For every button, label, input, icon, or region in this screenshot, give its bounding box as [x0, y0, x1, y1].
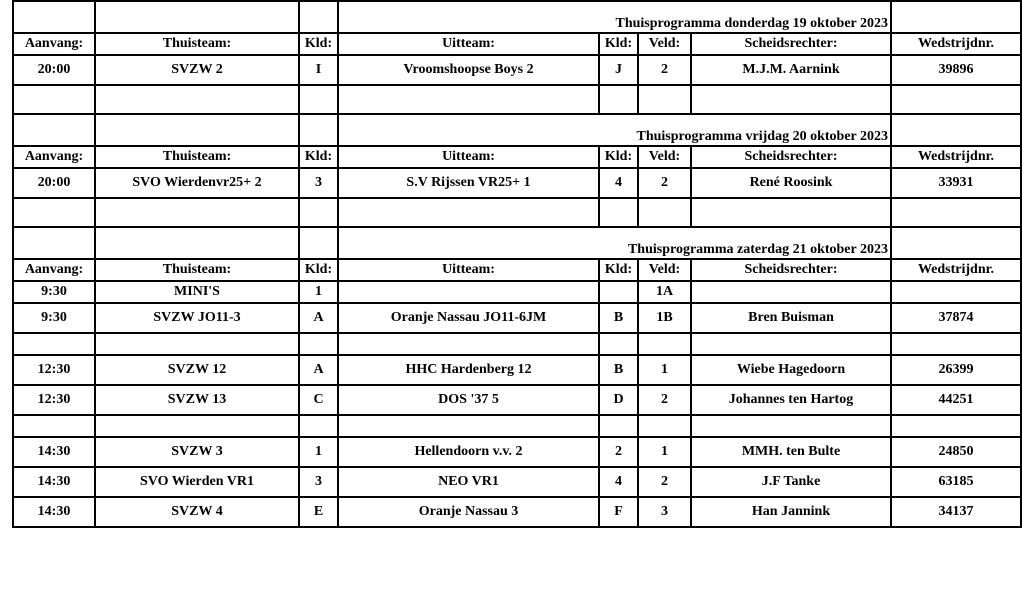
cell-match-no — [891, 281, 1021, 303]
cell-time: 12:30 — [13, 355, 95, 385]
spacer-row — [13, 198, 1021, 227]
cell-referee — [691, 281, 891, 303]
cell-veld: 2 — [638, 168, 691, 198]
cell-away: Oranje Nassau 3 — [338, 497, 599, 527]
cell-time: 14:30 — [13, 497, 95, 527]
cell-kld-home: 1 — [299, 281, 338, 303]
col-scheidsrechter: Scheidsrechter: — [691, 146, 891, 168]
day-title-row — [13, 227, 1021, 259]
cell-kld-away: B — [599, 355, 638, 385]
cell-home: SVO Wierden VR1 — [95, 467, 299, 497]
cell-time: 20:00 — [13, 168, 95, 198]
cell-referee: Bren Buisman — [691, 303, 891, 333]
cell-kld-home: E — [299, 497, 338, 527]
cell-time: 20:00 — [13, 55, 95, 85]
cell-referee: René Roosink — [691, 168, 891, 198]
cell-veld: 1A — [638, 281, 691, 303]
col-uitteam: Uitteam: — [338, 259, 599, 281]
table-row — [13, 303, 1021, 333]
spacer-row — [13, 333, 1021, 355]
header-row — [13, 146, 1021, 168]
cell-veld: 1B — [638, 303, 691, 333]
cell-referee: Johannes ten Hartog — [691, 385, 891, 415]
day-title-cell — [338, 1, 891, 33]
cell-kld-home: A — [299, 355, 338, 385]
cell-veld: 2 — [638, 385, 691, 415]
day-title-cell — [338, 114, 891, 146]
col-aanvang: Aanvang: — [13, 33, 95, 55]
schedule-sheet — [12, 0, 1020, 528]
col-kld-home: Kld: — [299, 146, 338, 168]
col-kld-home: Kld: — [299, 259, 338, 281]
col-aanvang: Aanvang: — [13, 259, 95, 281]
cell-home: SVZW 4 — [95, 497, 299, 527]
spacer-row — [13, 415, 1021, 437]
cell-veld: 2 — [638, 55, 691, 85]
cell-home: SVZW 3 — [95, 437, 299, 467]
cell-away — [338, 281, 599, 303]
col-kld-home: Kld: — [299, 33, 338, 55]
col-veld: Veld: — [638, 33, 691, 55]
cell-time: 9:30 — [13, 281, 95, 303]
cell-veld: 1 — [638, 437, 691, 467]
col-wedstrijdnr: Wedstrijdnr. — [891, 259, 1021, 281]
schedule-table — [12, 0, 1022, 528]
day-title-row — [13, 114, 1021, 146]
cell-kld-away: J — [599, 55, 638, 85]
cell-kld-away: 2 — [599, 437, 638, 467]
cell-kld-away: 4 — [599, 168, 638, 198]
cell-time: 12:30 — [13, 385, 95, 415]
cell-time: 14:30 — [13, 437, 95, 467]
cell-match-no: 26399 — [891, 355, 1021, 385]
cell-kld-home: 3 — [299, 168, 338, 198]
col-uitteam: Uitteam: — [338, 33, 599, 55]
table-row — [13, 437, 1021, 467]
day-title-cell — [338, 227, 891, 259]
cell-kld-away — [599, 281, 638, 303]
table-row — [13, 467, 1021, 497]
cell-referee: Wiebe Hagedoorn — [691, 355, 891, 385]
cell-kld-away: D — [599, 385, 638, 415]
cell-home: SVZW 12 — [95, 355, 299, 385]
cell-away: NEO VR1 — [338, 467, 599, 497]
day-title: Thuisprogramma vrijdag 20 oktober 2023 — [636, 129, 888, 144]
col-wedstrijdnr: Wedstrijdnr. — [891, 33, 1021, 55]
cell-away: Hellendoorn v.v. 2 — [338, 437, 599, 467]
cell-match-no: 34137 — [891, 497, 1021, 527]
header-row — [13, 33, 1021, 55]
table-row — [13, 281, 1021, 303]
cell-home: SVO Wierdenvr25+ 2 — [95, 168, 299, 198]
cell-home: SVZW JO11-3 — [95, 303, 299, 333]
cell-time: 14:30 — [13, 467, 95, 497]
cell-time: 9:30 — [13, 303, 95, 333]
cell-match-no: 33931 — [891, 168, 1021, 198]
col-scheidsrechter: Scheidsrechter: — [691, 33, 891, 55]
cell-kld-home: 1 — [299, 437, 338, 467]
cell-kld-away: 4 — [599, 467, 638, 497]
day-title: Thuisprogramma donderdag 19 oktober 2023 — [615, 16, 888, 31]
cell-home: MINI'S — [95, 281, 299, 303]
table-row — [13, 355, 1021, 385]
col-thuisteam: Thuisteam: — [95, 33, 299, 55]
cell-veld: 3 — [638, 497, 691, 527]
col-kld-away: Kld: — [599, 33, 638, 55]
cell-kld-away: B — [599, 303, 638, 333]
cell-kld-away: F — [599, 497, 638, 527]
col-kld-away: Kld: — [599, 259, 638, 281]
cell-kld-home: C — [299, 385, 338, 415]
cell-away: S.V Rijssen VR25+ 1 — [338, 168, 599, 198]
cell-away: Oranje Nassau JO11-6JM — [338, 303, 599, 333]
cell-match-no: 37874 — [891, 303, 1021, 333]
cell-match-no: 39896 — [891, 55, 1021, 85]
cell-kld-home: I — [299, 55, 338, 85]
cell-kld-home: A — [299, 303, 338, 333]
col-aanvang: Aanvang: — [13, 146, 95, 168]
cell-away: HHC Hardenberg 12 — [338, 355, 599, 385]
header-row — [13, 259, 1021, 281]
cell-match-no: 63185 — [891, 467, 1021, 497]
cell-veld: 1 — [638, 355, 691, 385]
cell-home: SVZW 13 — [95, 385, 299, 415]
table-row — [13, 385, 1021, 415]
table-row — [13, 55, 1021, 85]
cell-veld: 2 — [638, 467, 691, 497]
table-row — [13, 497, 1021, 527]
cell-home: SVZW 2 — [95, 55, 299, 85]
col-veld: Veld: — [638, 146, 691, 168]
spacer-row — [13, 85, 1021, 114]
cell-referee: MMH. ten Bulte — [691, 437, 891, 467]
col-uitteam: Uitteam: — [338, 146, 599, 168]
col-thuisteam: Thuisteam: — [95, 146, 299, 168]
cell-kld-home: 3 — [299, 467, 338, 497]
col-wedstrijdnr: Wedstrijdnr. — [891, 146, 1021, 168]
cell-referee: Han Jannink — [691, 497, 891, 527]
table-row — [13, 168, 1021, 198]
cell-away: Vroomshoopse Boys 2 — [338, 55, 599, 85]
cell-referee: J.F Tanke — [691, 467, 891, 497]
cell-away: DOS '37 5 — [338, 385, 599, 415]
cell-referee: M.J.M. Aarnink — [691, 55, 891, 85]
day-title-row — [13, 1, 1021, 33]
col-thuisteam: Thuisteam: — [95, 259, 299, 281]
col-scheidsrechter: Scheidsrechter: — [691, 259, 891, 281]
col-veld: Veld: — [638, 259, 691, 281]
day-title: Thuisprogramma zaterdag 21 oktober 2023 — [627, 242, 888, 257]
cell-match-no: 44251 — [891, 385, 1021, 415]
cell-match-no: 24850 — [891, 437, 1021, 467]
col-kld-away: Kld: — [599, 146, 638, 168]
